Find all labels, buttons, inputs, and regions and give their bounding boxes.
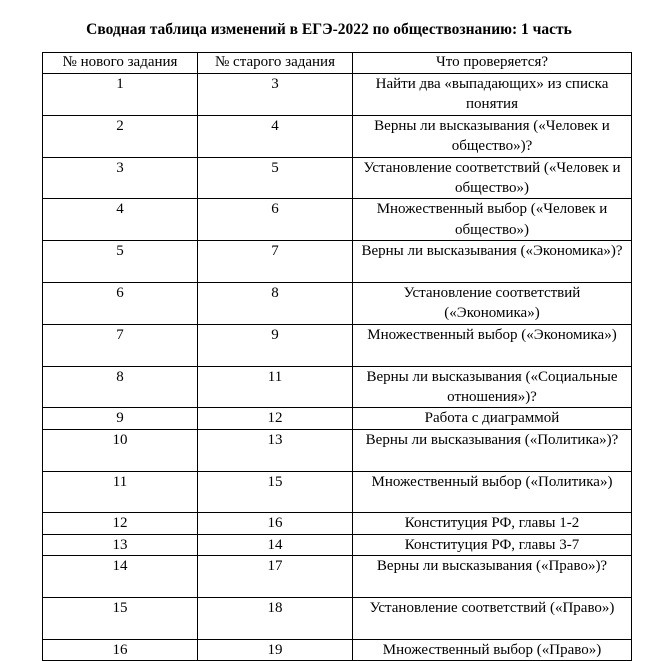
- table-row: [43, 74, 632, 116]
- what-is-checked: Конституция РФ, главы 1-2: [353, 513, 632, 534]
- page-title: Сводная таблица изменений в ЕГЭ-2022 по обществознанию: 1 часть: [86, 21, 572, 38]
- what-is-checked: Установление соответствий («Экономика»): [353, 283, 632, 325]
- header-old-task-number: № старого задания: [198, 53, 353, 74]
- old-task-number: 9: [198, 324, 353, 366]
- table-row: [43, 199, 632, 241]
- table-row: [43, 471, 632, 513]
- table-row: [43, 429, 632, 471]
- what-is-checked: Верны ли высказывания («Человек и общество»)?: [353, 115, 632, 157]
- old-task-number: 16: [198, 513, 353, 534]
- new-task-number: 13: [43, 534, 198, 555]
- table-row: [43, 598, 632, 640]
- what-is-checked: Конституция РФ, главы 3-7: [353, 534, 632, 555]
- header-new-task-number: № нового задания: [43, 53, 198, 74]
- table-row: [43, 556, 632, 598]
- old-task-number: 15: [198, 471, 353, 513]
- new-task-number: 1: [43, 74, 198, 116]
- new-task-number: 5: [43, 241, 198, 283]
- changes-table: [42, 52, 632, 661]
- old-task-number: 8: [198, 283, 353, 325]
- table-row: [43, 283, 632, 325]
- table-row: [43, 513, 632, 534]
- old-task-number: 5: [198, 157, 353, 199]
- old-task-number: 13: [198, 429, 353, 471]
- table-row: [43, 366, 632, 408]
- old-task-number: 6: [198, 199, 353, 241]
- what-is-checked: Установление соответствий («Человек и общество»): [353, 157, 632, 199]
- what-is-checked: Найти два «выпадающих» из списка понятия: [353, 74, 632, 116]
- old-task-number: 4: [198, 115, 353, 157]
- what-is-checked: Верны ли высказывания («Экономика»)?: [353, 241, 632, 283]
- new-task-number: 8: [43, 366, 198, 408]
- old-task-number: 12: [198, 408, 353, 429]
- old-task-number: 19: [198, 639, 353, 660]
- table-row: [43, 324, 632, 366]
- old-task-number: 14: [198, 534, 353, 555]
- new-task-number: 15: [43, 598, 198, 640]
- header-what-is-checked: Что проверяется?: [353, 53, 632, 74]
- table-row: [43, 115, 632, 157]
- table-row: [43, 241, 632, 283]
- old-task-number: 7: [198, 241, 353, 283]
- new-task-number: 16: [43, 639, 198, 660]
- new-task-number: 12: [43, 513, 198, 534]
- new-task-number: 14: [43, 556, 198, 598]
- what-is-checked: Верны ли высказывания («Политика»)?: [353, 429, 632, 471]
- old-task-number: 3: [198, 74, 353, 116]
- what-is-checked: Множественный выбор («Человек и общество»): [353, 199, 632, 241]
- old-task-number: 18: [198, 598, 353, 640]
- new-task-number: 4: [43, 199, 198, 241]
- what-is-checked: Установление соответствий («Право»): [353, 598, 632, 640]
- old-task-number: 11: [198, 366, 353, 408]
- new-task-number: 9: [43, 408, 198, 429]
- what-is-checked: Работа с диаграммой: [353, 408, 632, 429]
- what-is-checked: Верны ли высказывания («Право»)?: [353, 556, 632, 598]
- old-task-number: 17: [198, 556, 353, 598]
- what-is-checked: Множественный выбор («Политика»): [353, 471, 632, 513]
- new-task-number: 6: [43, 283, 198, 325]
- what-is-checked: Верны ли высказывания («Социальные отношения»)?: [353, 366, 632, 408]
- table-row: [43, 157, 632, 199]
- what-is-checked: Множественный выбор («Право»): [353, 639, 632, 660]
- new-task-number: 3: [43, 157, 198, 199]
- table-row: [43, 408, 632, 429]
- new-task-number: 2: [43, 115, 198, 157]
- new-task-number: 11: [43, 471, 198, 513]
- new-task-number: 10: [43, 429, 198, 471]
- table-row: [43, 639, 632, 660]
- what-is-checked: Множественный выбор («Экономика»): [353, 324, 632, 366]
- table-header-row: [43, 53, 632, 74]
- new-task-number: 7: [43, 324, 198, 366]
- table-row: [43, 534, 632, 555]
